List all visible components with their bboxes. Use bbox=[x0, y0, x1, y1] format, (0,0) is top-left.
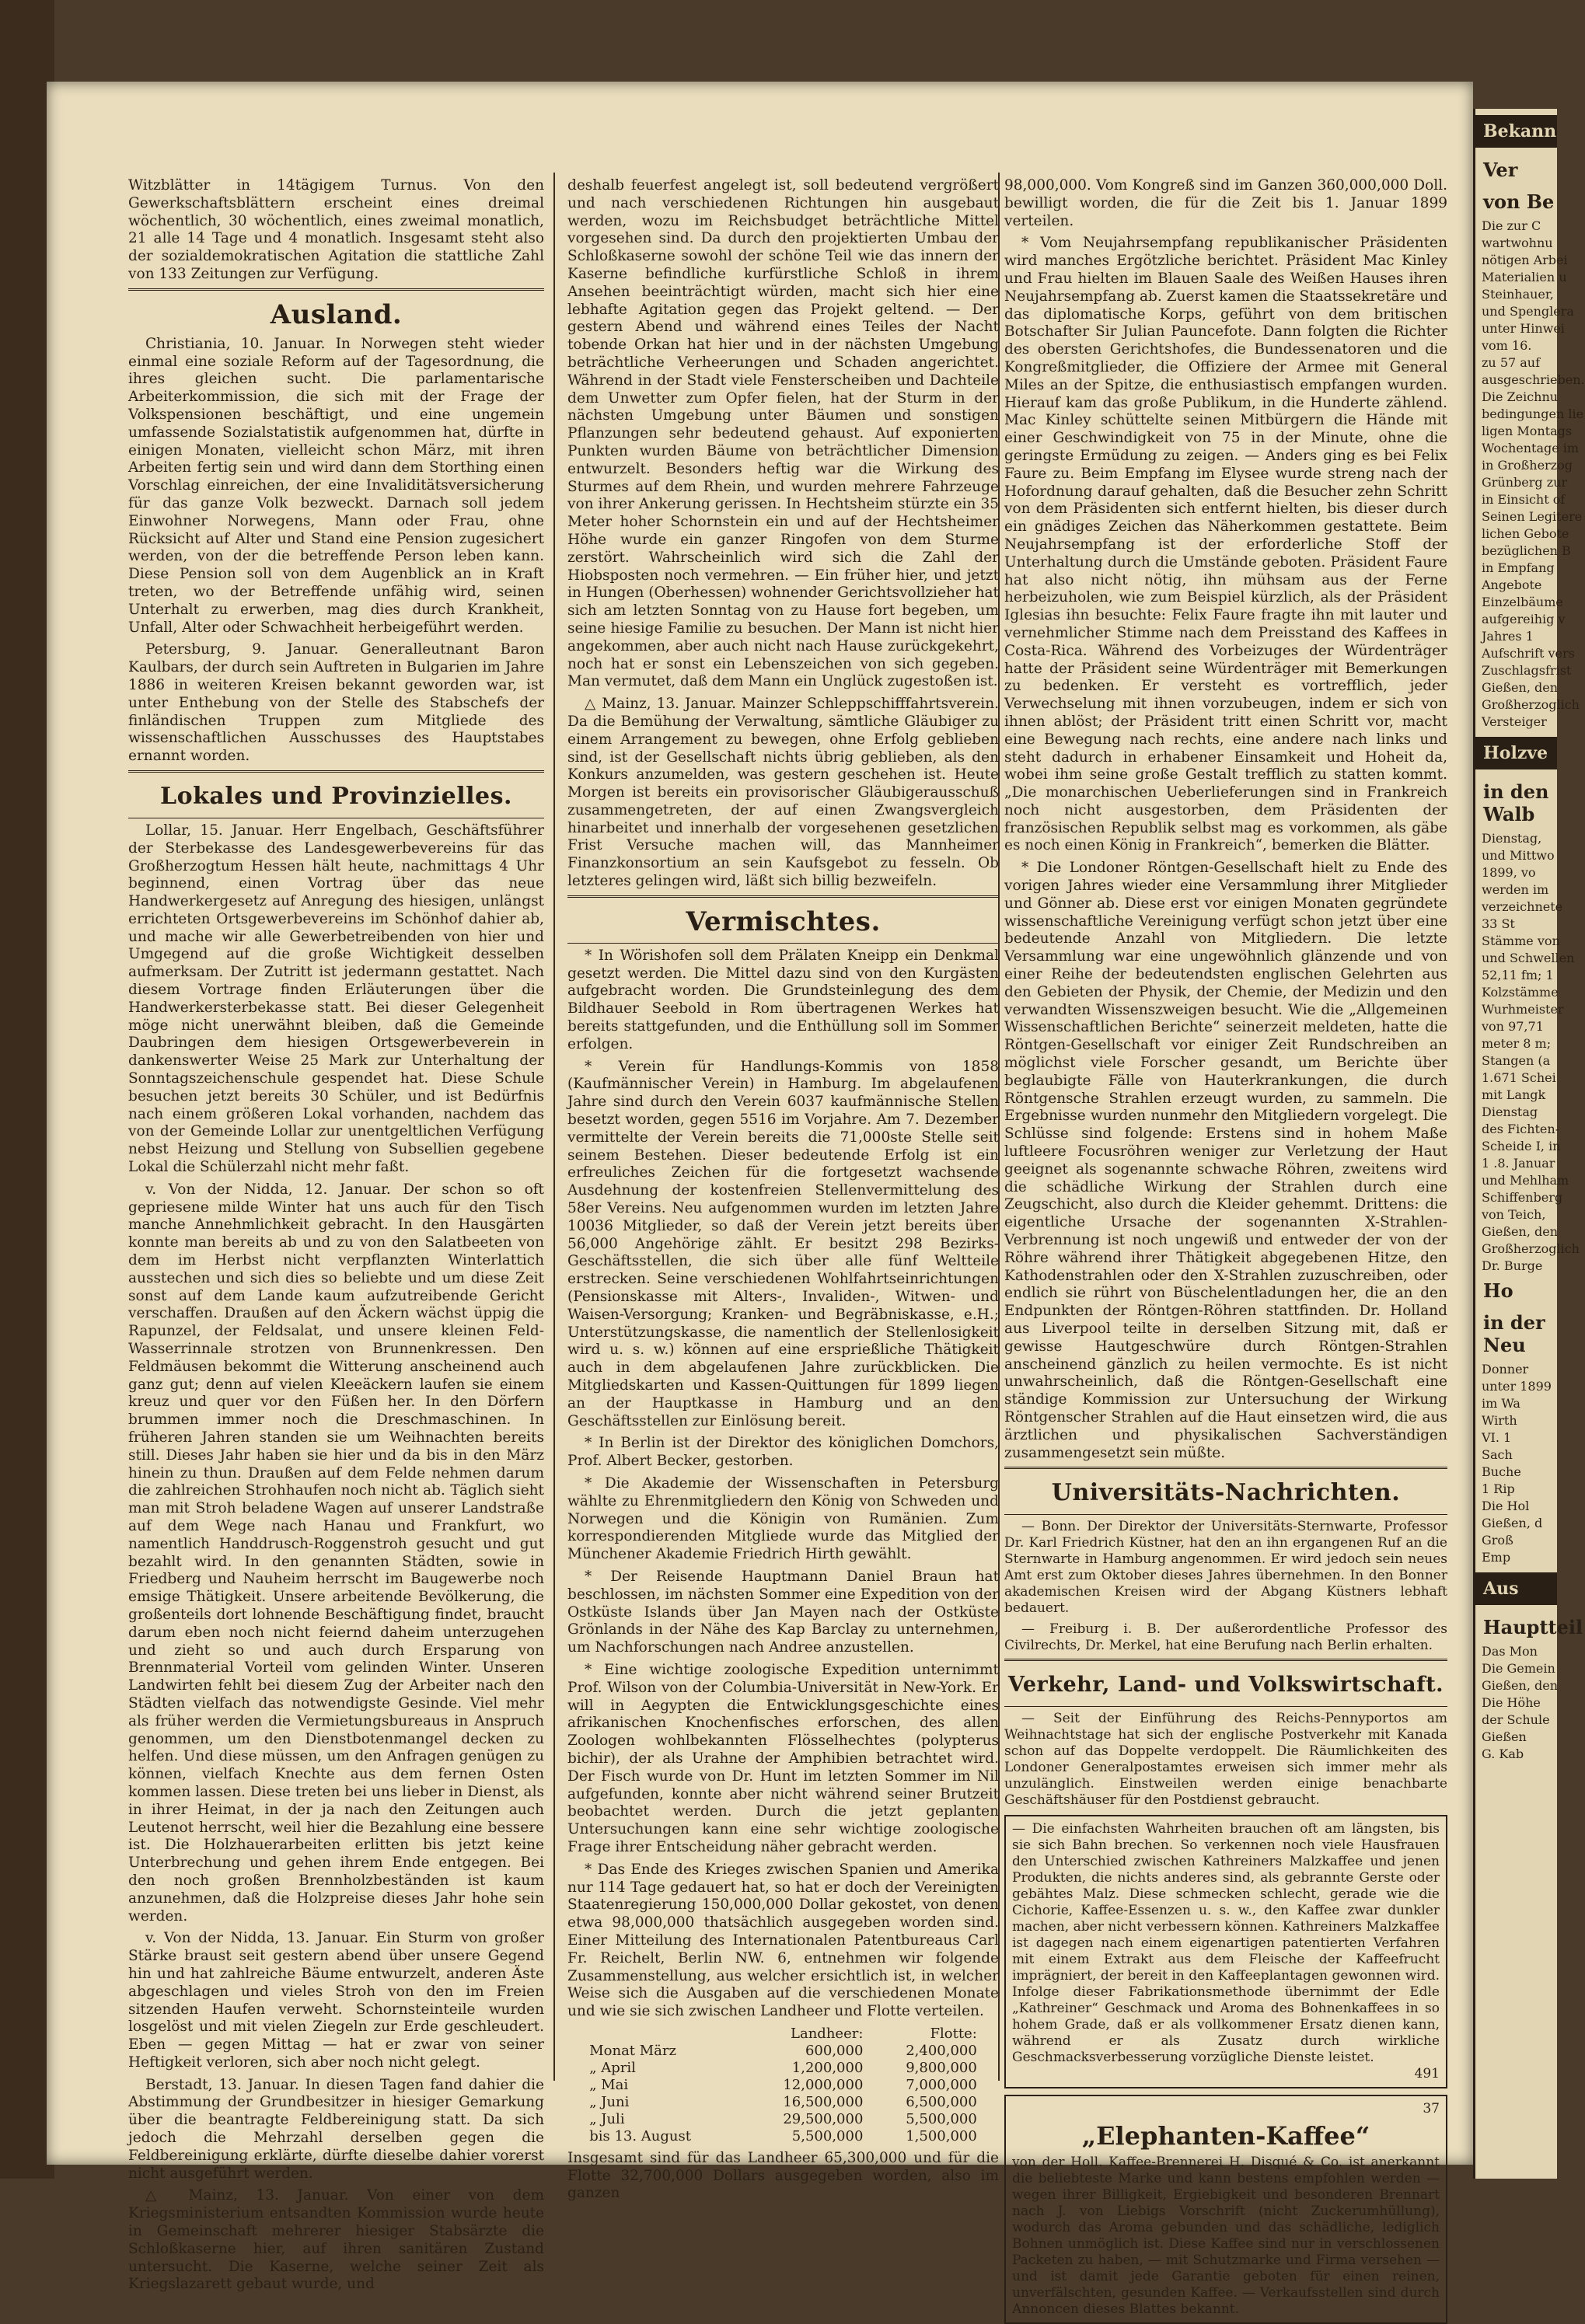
adjacent-page-line: Zuschlagsfrist bbox=[1482, 663, 1572, 678]
adjacent-page-line: Einzelbäume bbox=[1482, 595, 1563, 609]
adjacent-page-line: Gießen bbox=[1482, 1729, 1527, 1744]
article-zoologisch: * Eine wichtige zoologische Expedition unternimmt Prof. Wilson von der Columbia-Universität in New-York. Er will in Aegypten die Entwicklungsgeschichte eines afrikanischen Knochenfisches erforschen, des allen Zoologen wohlbekannten Flösselhechtes (polypterus bichir), der als Urahne der Amphibien betrachtet wird. Der Fisch wurde von Dr. Hunt im letzten Sommer im Nil aufgefunden, konnte aber nicht während seiner Brutzeit beobachtet werden. Durch die jetzt geplanten Untersuchungen kann eine sehr wichtige zoologische Frage ihrer Entscheidung näher gebracht werden. bbox=[567, 1661, 999, 1855]
article-verein: * Verein für Handlungs-Kommis von 1858 (Kaufmännischer Verein) in Hamburg. Im abgelaufenen Jahre sind durch den Verein 6037 kaufmännische Stellen besetzt worden, gegen 5516 im Vorjahre. Am 7. Dezember vermittelte der Verein bereits die 71,000ste Stelle seit seinem Bestehen. Dieser bedeutende Erfolg ist ein erfreuliches Zeichen für die fortgesetzt wachsende Ausdehnung der kostenfreien Stellenvermittelung des 58er Vereins. Neu aufgenommen wurden im letzten Jahre 10036 Mitglieder, so daß der Verein jetzt bereits über 56,000 Angehörige zählt. Er besitzt 298 Bezirks-Geschäftsstellen, die sich über alle fünf Weltteile erstrecken. Seine verschiedenen Wohlfahrtseinrichtungen (Pensionskasse mit Alters-, Invaliden-, Witwen- und Waisen-Versorgung; Kranken- und Begräbniskasse, e.H.; Unterstützungskasse, die namentlich der Stellenlosigkeit wird u. s. w.) können auf eine ersprießliche Thätigkeit auch in dem abgelaufenen Jahre zurückblicken. Die Mitgliedskarten und Kassen-Quittungen für 1899 liegen an der Hauptkasse in Hamburg und an den Geschäftsstellen zur Einlösung bereit. bbox=[567, 1058, 999, 1429]
adjacent-page-line: Scheide I, in bbox=[1482, 1139, 1561, 1153]
section-heading-ausland: Ausland. bbox=[270, 298, 403, 330]
adjacent-page-line: Buche bbox=[1482, 1464, 1521, 1479]
article-petersburg: Petersburg, 9. Januar. Generalleutnant Baron Kaulbars, der durch sein Auftreten in Bulgarien im Jahre 1886 in weiteren Kreisen bekannt geworden war, ist unter Enthebung von der Stelle des Stabschefs der finländischen Truppen zum Mitgliede des wissenschaftlichen Ausschusses des Hauptstabes ernannt worden. bbox=[128, 641, 544, 765]
ad-number: 491 bbox=[1414, 2066, 1440, 2082]
adjacent-page-line: Gießen, d bbox=[1482, 1516, 1543, 1530]
adjacent-page-line: mit Langk bbox=[1482, 1087, 1546, 1102]
adjacent-page-line: Stämme von bbox=[1482, 933, 1560, 948]
adjacent-page-line: in der Neu bbox=[1483, 1311, 1545, 1356]
adjacent-page-line: 33 St bbox=[1482, 916, 1515, 931]
article-krieg: * Das Ende des Krieges zwischen Spanien und Amerika nur 114 Tage gedauert hat, so hat er doch der Vereinigten Staatenregierung 150,000,000 Dollar gekostet, von denen etwa 98,000,000 thatsächlich ausgegeben worden sind. Einer Mitteilung des Internationalen Patentbureaus Carl Fr. Reichelt, Berlin NW. 6, entnehmen wir folgende Zusammenstellung, aus welcher ersichtlich ist, in welcher Weise sich die Ausgaben auf die verschiedenen Monate und wie sie sich zwischen Landheer und Flotte verteilen. bbox=[567, 1861, 999, 2020]
adjacent-page-line: wartwohnu bbox=[1482, 236, 1553, 250]
adjacent-page-line: Sach bbox=[1482, 1447, 1513, 1462]
adjacent-page-line: in Großherzog bbox=[1482, 458, 1573, 473]
adjacent-page-line: Großherzoglich bbox=[1482, 697, 1580, 712]
adjacent-page-text bbox=[1475, 115, 1585, 1763]
adjacent-page-line: Die Gemein bbox=[1482, 1661, 1555, 1676]
adjacent-page-line: Steinhauer, bbox=[1482, 287, 1554, 302]
column-rule bbox=[553, 173, 555, 2081]
adjacent-page-line: Ho bbox=[1483, 1279, 1513, 1302]
adjacent-page-line: Kolzstämme bbox=[1482, 985, 1559, 1000]
adjacent-page-line: Grünberg zur bbox=[1482, 475, 1568, 490]
adjacent-page-line: Hauptteil bbox=[1483, 1616, 1583, 1638]
divider bbox=[567, 895, 999, 898]
divider bbox=[1004, 1659, 1447, 1661]
column-2 bbox=[567, 177, 999, 2202]
article-lollar: Lollar, 15. Januar. Herr Engelbach, Geschäftsführer der Sterbekasse des Landesgewerbevereins für das Großherzogtum Hessen hält heute, nachmittags 4 Uhr beginnend, einen Vortrag über das neue Handwerkergesetz auf Anregung des hiesigen, unlängst errichteten Ortsgewerbevereins im Schönhof dahier ab, und mache wir alle Gewerbetreibenden von hier und Umgegend auf die große Wichtigkeit desselben aufmerksam. Der Zutritt ist jedermann gestattet. Nach diesem Vortrage finden Erläuterungen über die Handwerkersterbekasse statt. Bei dieser Gelegenheit möge nicht unerwähnt bleiben, daß die Gemeinde Daubringen dem hiesigen Ortsgewerbeverein in dankenswerter Weise 25 Mark zur Unterhaltung der Sonntagszeichenschule gespendet hat. Diese Schule besuchen jetzt bereits 30 Schüler, und ist Bedürfnis nach einem größeren Lokal vorhanden, nachdem das von der Gemeinde Lollar zur unentgeltlichen Verfügung nebst Heizung und Stellung von Subsellien gegebene Lokal die Schülerzahl nicht mehr faßt. bbox=[128, 822, 544, 1176]
adjacent-page-line: Jahres 1 bbox=[1482, 629, 1534, 644]
adjacent-page-line: bedingungen lie bbox=[1482, 407, 1584, 421]
adjacent-page-line: Schiffenberg bbox=[1482, 1190, 1563, 1205]
adjacent-page-line: von 97,71 bbox=[1482, 1019, 1544, 1034]
article-berstadt: Berstadt, 13. Januar. In diesen Tagen fand dahier die Abstimmung der Grundbesitzer in hiesiger Gemarkung über die beantragte Feldbereinigung statt. Da sich jedoch die Mehrzahl derselben gegen die Feldbereinigung erklärte, dürfte dieselbe dahier vorerst nicht ausgeführt werden. bbox=[128, 2076, 544, 2182]
adjacent-page-line: Bekann bbox=[1475, 115, 1557, 148]
adjacent-page-line: zu 57 auf bbox=[1482, 355, 1541, 370]
table-row: Monat März 600,000 2,400,000 bbox=[589, 2042, 977, 2059]
adjacent-page-line: und Mittwo bbox=[1482, 848, 1555, 863]
table-header-flotte: Flotte: bbox=[930, 2025, 977, 2042]
adjacent-page-line: des Fichten- bbox=[1482, 1122, 1560, 1136]
table-row: „ Juli 29,500,000 5,500,000 bbox=[589, 2110, 977, 2127]
article-roentgen: * Die Londoner Röntgen-Gesellschaft hielt zu Ende des vorigen Jahres wieder eine Versammlung ihrer Mitglieder und Gönner ab. Diese erst vor einigen Monaten gegründete wissenschaftliche Vereinigung verfügt schon jetzt über eine bedeutende Anzahl von Mitgliedern. Die letzte Versammlung war eine ungewöhnlich glänzende und von einer Reihe der bedeutendsten englischen Gelehrten aus den Gebieten der Physik, der Chemie, der Medizin und den verwandten Wissenszweigen besucht. Wie die „Allgemeinen Wissenschaftlichen Berichte“ seinerzeit meldeten, hatte die Röntgen-Gesellschaft vor einiger Zeit Rundschreiben an möglichst viele Forscher gesandt, um Berichte über beglaubigte Fälle von Hauterkrankungen, die durch Röntgensche Strahlen erzeugt wurden, zu sammeln. Die Ergebnisse wurden nunmehr den Mitgliedern vorgelegt. Die Schlüsse sind folgende: Erstens sind in hohem Maße luftleere Focusröhren weniger zur Verletzung der Haut geeignet als sogenannte schwache Röhren, zweitens wird die schädliche Wirkung der Strahlen durch eine Zeugschicht, also durch die Kleider gehemmt. Drittens: die eigentliche Ursache der sogenannten X-Strahlen-Verbrennung ist noch ungewiß und entweder der von der Röhre während ihrer Thätigkeit abgegebenen Hitze, den Kathodenstrahlen oder den X-Strahlen zuzuschreiben, oder endlich sie rührt von Büschelentladungen her, die an den Endpunkten der Röntgen-Röhren stattfinden. Dr. Holland aus Liverpool teilte in derselben Sitzung mit, daß er gewisse Hautgeschwüre durch Röntgen-Strahlen anscheinend gänzlich zu heilen vermochte. Es ist nicht unwahrscheinlich, daß die Röntgen-Gesellschaft eine ständige Kommission zur Untersuchung der Wirkung Röntgenscher Strahlen auf die Haut einsetzen wird, die aus ärztlichen und physikalischen Sachverständigen zusammengesetzt sein müßte. bbox=[1004, 860, 1447, 1461]
divider bbox=[128, 288, 544, 291]
article-braun: * Der Reisende Hauptmann Daniel Braun hat beschlossen, im nächsten Sommer eine Expedition von der Ostküste Islands über Jan Mayen nach der Ostküste Grönlands in der Nähe des Kap Barclay zu unternehmen, um Nachforschungen nach Andree anzustellen. bbox=[567, 1568, 999, 1656]
adjacent-page-line: Groß bbox=[1482, 1533, 1513, 1548]
adjacent-page-line: nötigen Arbei bbox=[1482, 253, 1568, 267]
section-heading-verkehr: Verkehr, Land- und Volkswirtschaft. bbox=[1007, 1673, 1444, 1698]
article-text: deshalb feuerfest angelegt ist, soll bedeutend vergrößert und nach verschiedenen Richtungen hin ausgebaut werden, wozu im Reichsbudget beträchtliche Mittel vorgesehen sind. Da durch den projektierten Umbau der Schloßkaserne sowohl der schöne Teil wie das innern der Kaserne befindliche kurfürstliche Schloß in ihrem Ansehen beeinträchtigt würden, macht sich hier eine lebhafte Agitation gegen das Projekt geltend. — Der gestern Abend und während eines Teiles der Nacht tobende Orkan hat hier und in der nächsten Umgebung beträchtliche Verheerungen und Schaden angerichtet. Während in der Stadt viele Fensterscheiben und Dachteile dem Unwetter zum Opfer fielen, hat der Sturm in der nächsten Umgebung unter Bäumen und sonstigen Pflanzungen sehr bedeutend gehaust. Auf exponierten Punkten wurden Bäume von beträchtlicher Dimension entwurzelt. Besonders heftig war die Wirkung des Sturmes auf dem Rhein, und wurden mehrere Fahrzeuge von ihrer Ankerung gerissen. In Hechtsheim stürzte ein 35 Meter hoher Schornstein ein und auf der Hechtsheimer Höhe wurde ein ganzer Ringofen von dem Sturme zerstört. Wahrscheinlich wird sich die Zahl der Hiobsposten noch vermehren. — Ein früher hier, und jetzt in Hungen (Oberhessen) wohnender Gerichtsvollzieher hat sich am letzten Sonntag von zu Hause fort begeben, um seine hiesige Familie zu besuchen. Der Mann ist nicht hier angekommen, aber auch nicht nach Hause zurückgekehrt, noch hat er sonst ein Lebenszeichen von sich gegeben. Man vermutet, daß dem Mann ein Unglück zugestoßen ist. bbox=[567, 177, 999, 690]
table-row: „ Juni 16,500,000 6,500,000 bbox=[589, 2093, 977, 2110]
ad-title: „Elephanten-Kaffee“ bbox=[1081, 2121, 1370, 2151]
adjacent-page-line: unter 1899 bbox=[1482, 1379, 1552, 1394]
advertisement-kathreiner bbox=[1004, 1815, 1447, 2088]
article-woerishofen: * In Wörishofen soll dem Prälaten Kneipp ein Denkmal gesetzt werden. Die Mittel dazu sind von den Kurgästen aufgebracht worden. Die Grundsteinlegung des dem Bildhauer Seebold in Rom übertragenen Werkes hat bereits stattgefunden, und die Enthüllung soll im Sommer erfolgen. bbox=[567, 947, 999, 1052]
article-christiania: Christiania, 10. Januar. In Norwegen steht wieder einmal eine soziale Reform auf der Tagesordnung, die ihres gleichen sucht. Die parlamentarische Arbeiterkommission, die sich mit der Frage der Volkspensionen beschäftigt, und eine ungemein umfassende Sozialstatistik aufgenommen hat, dürfte in einigen Monaten, vielleicht schon März, mit ihren Arbeiten fertig sein und wird dann dem Storthing einen Vorschlag einreichen, der eine Invaliditätsversicherung für das ganze Volk bezweckt. Darnach soll jedem Einwohner Norwegens, Mann oder Frau, ohne Rücksicht auf Alter und Stand eine Pension zugesichert werden, von der die betreffende Person leben kann. Diese Pension soll von dem Augenblick an in Kraft treten, wo der Betreffende unfähig wird, seinen Unterhalt zu erwerben, mag dies durch Krankheit, Unfall, Alter oder Schwachheit herbeigeführt werden. bbox=[128, 335, 544, 636]
adjacent-page-line: verzeichnete bbox=[1482, 899, 1563, 914]
table-row: bis 13. August 5,500,000 1,500,000 bbox=[589, 2127, 977, 2144]
article-text: Insgesamt sind für das Landheer 65,300,000 und für die Flotte 32,700,000 Dollars ausgegeben worden, also im ganzen bbox=[567, 2149, 999, 2202]
adjacent-page-line: Die Zeichnu bbox=[1482, 389, 1559, 404]
section-heading-vermischtes: Vermischtes. bbox=[686, 906, 881, 937]
article-berlin: * In Berlin ist der Direktor des königlichen Domchors, Prof. Albert Becker, gestorben. bbox=[567, 1435, 999, 1470]
adjacent-page-line: im Wa bbox=[1482, 1396, 1520, 1411]
article-mainz-1: △ Mainz, 13. Januar. Von einer von dem Kriegsministerium entsandten Kommission wurde heute in Gemeinschaft mehrerer hiesiger Stabsärzte die Schloßkaserne hier, auf ihren sanitären Zustand untersucht. Die Kaserne, welche seiner Zeit als Kriegslazarett gebaut wurde, und bbox=[128, 2187, 544, 2293]
adjacent-page-line: Wirth bbox=[1482, 1413, 1517, 1428]
ad-number: 37 bbox=[1423, 2101, 1440, 2117]
divider bbox=[1004, 1467, 1447, 1469]
adjacent-page-line: Holzve bbox=[1475, 737, 1557, 769]
adjacent-page-line: Materialien u bbox=[1482, 270, 1567, 284]
section-heading-lokales: Lokales und Provinzielles. bbox=[160, 782, 512, 810]
adjacent-page-line: meter 8 m; bbox=[1482, 1036, 1552, 1051]
adjacent-page-line: werden im bbox=[1482, 882, 1549, 897]
adjacent-page-line: 52,11 fm; 1 bbox=[1482, 968, 1554, 982]
adjacent-page-line: von Teich, bbox=[1482, 1207, 1546, 1222]
article-text: 98,000,000. Vom Kongreß sind im Ganzen 360,000,000 Doll. bewilligt worden, die für die Zeit bis 1. Januar 1899 verteilen. bbox=[1004, 177, 1447, 229]
adjacent-page-line: und Mehlham bbox=[1482, 1173, 1569, 1188]
article-nidda-2: v. Von der Nidda, 13. Januar. Ein Sturm von großer Stärke braust seit gestern abend über unsere Gegend hin und hat zahlreiche Bäume entwurzelt, anderen Äste abgeschlagen und vieles Stroh von den im Freien sitzenden Haufen verweht. Schornsteinteile wurden losgelöst und mit vielen Ziegeln zur Erde geschleudert. Eben — gegen Mittag — hat er zwar von seiner Heftigkeit verloren, sich aber noch nicht gelegt. bbox=[128, 1930, 544, 2071]
adjacent-page-line: Emp bbox=[1482, 1550, 1511, 1565]
adjacent-page-line: Die Höhe bbox=[1482, 1695, 1541, 1710]
adjacent-page-line: in den Walb bbox=[1483, 780, 1549, 825]
adjacent-page-line: Großherzoglich bbox=[1482, 1241, 1580, 1256]
article-nidda-1: v. Von der Nidda, 12. Januar. Der schon so oft gepriesene milde Winter hat uns auch für den Tisch manche Annehmlichkeit gebracht. In den Hausgärten konnte man bereits ab und zu von den Salatbeeten von dem im Herbst nicht verpflanzten Winterlattich ausstechen und sich dies so beliebte und um diese Zeit sonst auf dem Lande kaum aufzutreibende Gericht verschaffen. Draußen auf den Äckern wächst üppig die Rapunzel, der Feldsalat, und unsere kleinen Feld-Wasserrinnale strotzen von Brunnenkressen. Den Feldmäusen bekommt die Witterung anscheinend auch ganz gut; denn auf vielen Kleeäckern laufen sie einem kreuz und quer vor den Füßen her. In den Dörfern brummen immer noch die Dreschmaschinen. In früheren Jahren standen sie um Weihnachten bereits still. Dieses Jahr haben sie hier und da bis in den März hinein zu thun. Draußen auf dem Felde nehmen darum die zahlreichen Strohhaufen noch nicht ab. Täglich sieht man mit Stroh beladene Wagen auf unserer Landstraße auf dem Wege nach Hanau und Frankfurt, wo namentlich Handdrusch-Roggenstroh gesucht und gut bezahlt wird. In den genannten Städten, sowie in Friedberg und Nauheim herrscht im Baugewerbe noch emsige Thätigkeit. Unsere arbeitende Bevölkerung, die großenteils dort lohnende Beschäftigung findet, braucht darum eben noch nicht feiernd daheim unterzugehen und zieht so und auch durch Ersparung von Brennmaterial Vorteil vom gelinden Winter. Unseren Landwirten fehlt bei diesem Zug der Arbeiter nach den Städten vielfach das notwendigste Gesinde. Viel mehr als früher werden die Vermietungsbureaus in Anspruch genommen, um den Dienstbotenmangel decken zu helfen. Und diese müssen, um den Anfragen genügen zu können, vielfach Knechte aus dem fernen Osten kommen lassen. Diese treten bei uns lieber in Dienst, als in ihrer Heimat, in der ja nach den Zeitungen auch Leutenot herrscht, weil hier die Bezahlung eine bessere ist. Die Holzhauerarbeiten erlitten bis jetzt keine Unterbrechung und gehen ihrem Ende entgegen. Bei den noch großen Brennholzbeständen ist kaum anzunehmen, daß die Holzpreise dieses Jahr hohe sein werden. bbox=[128, 1181, 544, 1924]
adjacent-page-line: Wochentage im bbox=[1482, 441, 1580, 455]
adjacent-page-line: Stangen (a bbox=[1482, 1053, 1551, 1068]
adjacent-page-line: 1 .8. Januar bbox=[1482, 1156, 1555, 1171]
adjacent-page-edge bbox=[1473, 109, 1585, 2179]
adjacent-page-line: Donner bbox=[1482, 1362, 1529, 1377]
adjacent-page-line: VI. 1 bbox=[1482, 1430, 1512, 1445]
adjacent-page-line: 1899, vo bbox=[1482, 865, 1536, 880]
adjacent-page-line: Gießen, den bbox=[1482, 1224, 1559, 1239]
advertisement-elephanten bbox=[1004, 2095, 1447, 2324]
adjacent-page-line: von Be bbox=[1483, 190, 1555, 213]
divider bbox=[1004, 1514, 1447, 1515]
adjacent-page-line: und Spenglera bbox=[1482, 304, 1574, 319]
adjacent-page-line: unter Hinwei bbox=[1482, 321, 1565, 336]
adjacent-page-line: und Schwellen bbox=[1482, 951, 1575, 965]
adjacent-page-line: Aus bbox=[1475, 1572, 1557, 1605]
adjacent-page-line: Die zur C bbox=[1482, 218, 1541, 233]
adjacent-page-line: Versteiger bbox=[1482, 714, 1547, 729]
adjacent-page-line: Dienstag, bbox=[1482, 831, 1542, 846]
table-row: „ Mai 12,000,000 7,000,000 bbox=[589, 2076, 977, 2093]
adjacent-page-line: in Einsicht of bbox=[1482, 492, 1566, 507]
adjacent-page-line: aufgereihig v bbox=[1482, 612, 1566, 626]
adjacent-page-line: der Schule bbox=[1482, 1712, 1550, 1727]
adjacent-page-line: Angebote bbox=[1482, 578, 1542, 592]
expenses-table bbox=[585, 2026, 982, 2145]
ad-text: — Die einfachsten Wahrheiten brauchen oft am längsten, bis sie sich Bahn brechen. So verkennen noch viele Hausfrauen den Unterschied zwischen Kathreiners Malzkaffee und jenen Produkten, die nichts anderes sind, als gebrannte Gerste oder gebähtes Malz. Diese schmecken schlecht, gerade wie die Cichorie, Kaffee-Essenzen u. s. w., den Kaffee zwar dunkler machen, aber nicht verbessern können. Kathreiners Malzkaffee ist dagegen nach einem eigenartigen patentierten Verfahren mit einem Extrakt aus dem Fleische der Kaffeefrucht imprägniert, der bereit in den Kaffeeplantagen gewonnen wird. Infolge dieser Fabrikationsmethode übernimmt der Edle „Kathreiner“ Geschmack und Aroma des Bohnenkaffees in so hohem Grade, daß er als vollkommener Ersatz dienen kann, während er als Zusatz durch wirkliche Geschmacksverbesserung vorzügliche Dienste leistet. bbox=[1012, 1821, 1440, 2066]
divider bbox=[1004, 1706, 1447, 1707]
adjacent-page-line: vom 16. bbox=[1482, 338, 1532, 353]
section-heading-universitaet: Universitäts-Nachrichten. bbox=[1051, 1479, 1401, 1507]
adjacent-page-line: Dr. Burge bbox=[1482, 1258, 1543, 1273]
adjacent-page-line: Das Mon bbox=[1482, 1644, 1538, 1659]
adjacent-page-line: ausgeschrieben. bbox=[1482, 372, 1585, 387]
divider bbox=[567, 943, 999, 944]
adjacent-page-line: Gießen, den bbox=[1482, 1678, 1559, 1693]
adjacent-page-line: bezüglichen B bbox=[1482, 543, 1571, 558]
table-header-land: Landheer: bbox=[791, 2025, 864, 2042]
article-mainz-2: △ Mainz, 13. Januar. Mainzer Schleppschifffahrtsverein. Da die Bemühung der Verwaltung, sämtliche Gläubiger zu einem Arrangement zu bewegen, ohne Erfolg geblieben sind, ist der Gesellschaft nichts übrig geblieben, als den Konkurs anzumelden, was gestern geschehen ist. Heute Morgen ist bereits ein provisorischer Gläubigerausschuß zusammengetreten, der auf einen Zwangsvergleich hinarbeitet und innerhalb der vorgesehenen gesetzlichen Frist Versuche machen will, das Mannheimer Finanzkonsortium an sein Kaufsgebot zu fesseln. Ob letzteres gelingen wird, läßt sich billig bezweifeln. bbox=[567, 696, 999, 890]
article-freiburg: — Freiburg i. B. Der außerordentliche Professor des Civilrechts, Dr. Merkel, hat eine Berufung nach Berlin erhalten. bbox=[1004, 1621, 1447, 1654]
adjacent-page-line: Die Hol bbox=[1482, 1499, 1530, 1513]
adjacent-page-line: Dienstag bbox=[1482, 1104, 1538, 1119]
adjacent-page-line: 1.671 Schei bbox=[1482, 1070, 1556, 1085]
article-akademie: * Die Akademie der Wissenschaften in Petersburg wählte zu Ehrenmitgliedern den König von Schweden und Norwegen und die Königin von Rumänien. Zum korrespondierenden Mitgliede wurde das Mitglied der Münchener Akademie Friedrich Hirth gewählt. bbox=[567, 1474, 999, 1563]
adjacent-page-line: Wurhmeister bbox=[1482, 1002, 1564, 1017]
adjacent-page-line: Ver bbox=[1483, 159, 1518, 181]
divider bbox=[128, 770, 544, 773]
article-penny: — Seit der Einführung des Reichs-Pennyportos am Weihnachtstage hat sich der englische Postverkehr mit Kanada schon auf das Doppelte verdoppelt. Die Räumlichkeiten des Londoner Generalpostamtes erweisen sich immer mehr als unzulänglich. Einstweilen werden einige benachbarte Geschäftshäuser für den Postdienst gebraucht. bbox=[1004, 1711, 1447, 1809]
adjacent-page-line: lichen Gebote bbox=[1482, 526, 1569, 541]
adjacent-page-line: Seinen Legitere bbox=[1482, 509, 1583, 524]
adjacent-page-line: ligen Montags bbox=[1482, 424, 1573, 438]
adjacent-page-line: Gießen, den bbox=[1482, 680, 1559, 695]
table-row: „ April 1,200,000 9,800,000 bbox=[589, 2059, 977, 2076]
article-neujahr: * Vom Neujahrsempfang republikanischer Präsidenten wird manches Ergötzliche berichtet. Präsident Mac Kinley und Frau hielten im Blauen Saale des Weißen Hauses ihren Neujahrsempfang ab. Zuerst kamen die Staatssekretäre und das diplomatische Korps, geführt von dem britischen Botschafter Sir Julian Pauncefote. Dann folgten die Richter des obersten Gerichtshofes, die Bundessenatoren und die Kongreßmitglieder, die Offiziere der Armee mit General Miles an der Spitze, die enthusiastisch empfangen wurden. Hierauf kam das große Publikum, in die Hunderte zählend. Mac Kinley schüttelte seinen Mitbürgern die Hände mit einer Geschwindigkeit von 75 in der Minute, ohne die geringste Ermüdung zu zeigen. — Anders ging es bei Felix Faure zu. Beim Empfang im Elysee wurde streng nach der Hofordnung darauf gehalten, daß die Besucher zehn Schritt von dem Präsidenten sich entfernt hielten, bis dieser durch ein gnädiges Zeichen das Näherkommen gestattete. Beim Neujahrsempfang ist der erforderliche Stoff der Unterhaltung durch die Umstände geboten. Präsident Faure hat also nicht nötig, ihn mühsam aus der Ferne herbeizuholen, wie zum Beispiel kürzlich, als der Präsident Iglesias ihn besuchte: Felix Faure fragte ihn mit lauter und vernehmlicher Stimme nach dem Preisstand des Kaffees in Costa-Rica. Während des Vorbeizuges der Würdenträger hatte der Präsident seine Würdenträger mit Bemerkungen zu bedenken. Er versteht es vortrefflich, jeder Verwechselung mit ihnen vorzubeugen, indem er sich von ihnen ablöst; der Präsident tritt einen Schritt vor, macht eine Bewegung nach rechts, eine andere nach links und steht dadurch in erhabener Einsamkeit und Hoheit da, wobei ihm seine große Gestalt trefflich zu statten kommt. „Die monarchischen Ueberlieferungen sind in Frankreich noch nicht ausgestorben, dem Präsidenten der französischen Republik selbst mag es vorkommen, als gäbe es noch einen König in Frankreich“, bemerken die Blätter. bbox=[1004, 235, 1447, 854]
column-3 bbox=[1004, 177, 1447, 2318]
adjacent-page-line: in Empfang bbox=[1482, 560, 1555, 575]
adjacent-page-line: G. Kab bbox=[1482, 1746, 1524, 1761]
article-text: Witzblätter in 14tägigem Turnus. Von den Gewerkschaftsblättern erscheint eines dreimal wöchentlich, 30 wöchentlich, eines zweimal monatlich, 21 alle 14 Tage und 4 monatlich. Insgesamt steht also der sozialdemokratischen Agitation die stattliche Zahl von 133 Zeitungen zur Verfügung. bbox=[128, 177, 544, 282]
article-bonn: — Bonn. Der Direktor der Universitäts-Sternwarte, Professor Dr. Karl Friedrich Küstner, hat den an ihn ergangenen Ruf an die Sternwarte in Hamburg angenommen. Er wird jedoch sein neues Amt erst zum Oktober dieses Jahres übernehmen. In den Bonner akademischen Kreisen wird der Abgang Küstners lebhaft bedauert. bbox=[1004, 1519, 1447, 1617]
adjacent-page-line: 1 Rip bbox=[1482, 1481, 1515, 1496]
column-1 bbox=[128, 177, 544, 2293]
ad-text: von der Holl. Kaffee-Brennerei H. Disqué & Co. ist anerkannt die beliebteste Marke und kann bestens empfohlen werden — wegen ihrer Billigkeit, Ergiebigkeit und besonderen Brennart nach J. von Liebigs Vorschrift (nicht Zuckerumhüllung), wodurch das Aroma gebunden und das schädliche, lediglich Bohnen unmöglich ist. Diese Kaffee sind nur in verschlossenen Packeten zu haben, — mit Schutzmarke und Firma versehen — und ist damit jede Garantie geboten für einen reinen, unverfälschten, gesunden Kaffee. — Verkaufsstellen sind durch Annoncen dieses Blattes bekannt. bbox=[1012, 2155, 1440, 2318]
adjacent-page-line: Aufschrift vers bbox=[1482, 646, 1575, 661]
